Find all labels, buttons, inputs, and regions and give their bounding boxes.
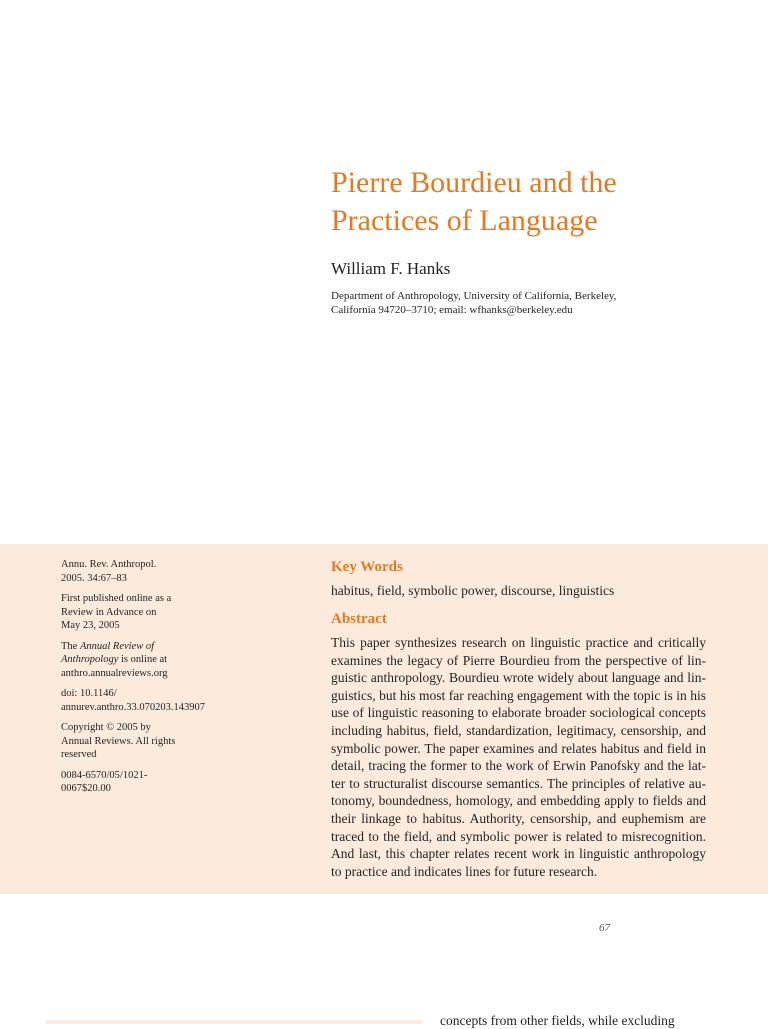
online-line [61, 653, 261, 667]
abstract-line: This paper synthesizes research on linguistic practice and critically [331, 635, 706, 650]
issn-line: 0084-6570/05/1021- [61, 769, 148, 781]
affiliation-line: Department of Anthropology, University of California, Berkeley, [331, 290, 617, 302]
abstract-line: traced to the field, and symbolic power is related to misrecognition. [331, 828, 706, 844]
title-line: Pierre Bourdieu and the [331, 166, 617, 199]
doi-line: doi: 10.1146/ [61, 688, 117, 699]
abstract-line: guistics, but his most far reaching engagement with the topic is in his [331, 687, 706, 703]
abstract-line: guistic anthropology. Bourdieu wrote widely about language and lin- [331, 670, 706, 686]
doi [61, 687, 261, 714]
abstract-line: symbolic power. The paper examines and relates habitus and field in [331, 740, 706, 756]
online-line [61, 640, 261, 654]
abstract-line: their linkage to habitus. Authority, censorship, and euphemism are [331, 810, 706, 826]
abstract-line: use of linguistic reasoning to elaborate broader sociological concepts [331, 705, 706, 721]
citation-line: Annu. Rev. Anthropol. [61, 559, 157, 570]
online-note [61, 640, 261, 681]
author-affiliation [331, 290, 651, 317]
online-post: is online at [118, 654, 168, 665]
abstract-line: tonomy, boundedness, homology, and embedding apply to fields and [331, 793, 706, 809]
abstract-text [331, 634, 706, 880]
published-line: First published online as a [61, 593, 172, 604]
next-page-band [46, 1020, 422, 1024]
copyright [61, 721, 261, 762]
citation-line: 2005. 34:67–83 [61, 572, 127, 584]
citation [61, 558, 261, 585]
copyright-line: Annual Reviews. All rights [61, 735, 176, 747]
keywords-list: habitus, field, symbolic power, discourse, linguistics [331, 583, 615, 598]
abstract-line: including habitus, field, standardization, legitimacy, censorship, and [331, 722, 706, 738]
abstract-line: examines the legacy of Pierre Bourdieu from the perspective of lin- [331, 652, 706, 668]
journal-url[interactable]: anthro.annualreviews.org [61, 667, 168, 679]
page-number: 67 [599, 922, 610, 934]
online-pre: The [61, 640, 80, 652]
affiliation-line: California 94720–3710; email: wfhanks@berkeley.edu [331, 303, 573, 316]
published-note [61, 592, 261, 633]
doi-line: annurev.anthro.33.070203.143907 [61, 701, 205, 713]
journal-name: Anthropology [61, 654, 119, 665]
abstract-line: detail, tracing the former to the work of Erwin Panofsky and the lat- [331, 758, 706, 774]
published-line: May 23, 2005 [61, 620, 120, 631]
publication-sidebar [61, 558, 261, 803]
abstract-line: And last, this chapter relates recent work in linguistic anthropology [331, 846, 706, 862]
issn [61, 769, 261, 796]
article-title [331, 164, 731, 240]
author-name: William F. Hanks [331, 259, 451, 278]
keywords-heading: Key Words [331, 559, 403, 575]
abstract-heading: Abstract [331, 611, 387, 627]
journal-name: Annual Review of [79, 640, 155, 652]
abstract-line: to practice and indicates lines for future research. [331, 863, 598, 879]
next-page-text: concepts from other fields, while excluding [440, 1013, 675, 1028]
copyright-line: Copyright © 2005 by [61, 722, 151, 733]
title-line: Practices of Language [331, 204, 598, 237]
abstract-line: ter to structuralist discourse semantics. The principles of relative au- [331, 775, 706, 791]
issn-line: 0067$20.00 [61, 783, 111, 794]
copyright-line: reserved [61, 749, 97, 760]
published-line: Review in Advance on [61, 606, 157, 618]
